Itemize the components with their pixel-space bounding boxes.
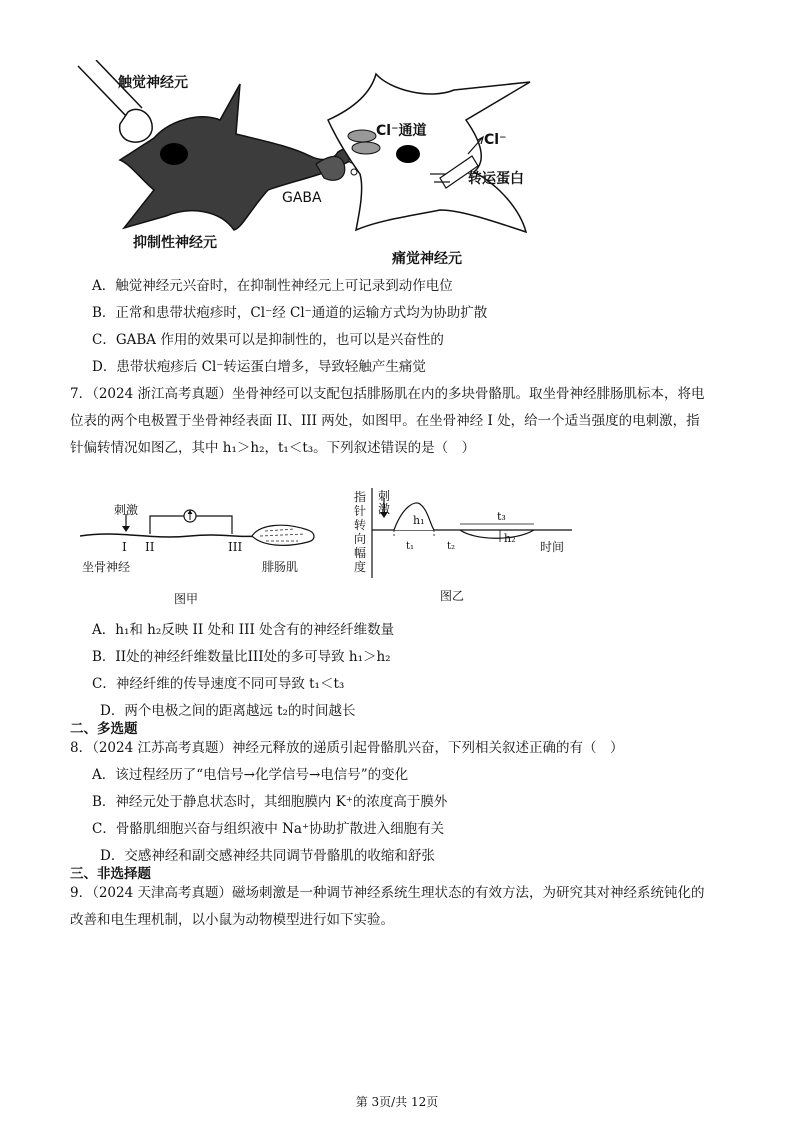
q9-stem-line-1: 9．（2024 天津高考真题）磁场刺激是一种调节神经系统生理状态的有效方法，为研究其对神经系统钝化的	[70, 885, 705, 901]
q8-stem: 8．（2024 江苏高考真题）神经元释放的递质引起骨骼肌兴奋，下列相关叙述正确的有（ ）	[70, 740, 624, 756]
transporter-label: 转运蛋白	[468, 171, 524, 187]
q7-option-a: A．h₁和 h₂反映 II 处和 III 处含有的神经纤维数量	[92, 622, 395, 638]
q7-stem-line-3: 针偏转情况如图乙，其中 h₁＞h₂，t₁＜t₃。下列叙述错误的是（ ）	[70, 440, 476, 456]
q6-option-d: D．患带状疱疹后 Cl⁻转运蛋白增多，导致轻触产生痛觉	[92, 359, 426, 375]
q8-option-d: D．交感神经和副交感神经共同调节骨骼肌的收缩和舒张	[100, 848, 435, 864]
q7-stem-line-2: 位表的两个电极置于坐骨神经表面 II、III 两处，如图甲。在坐骨神经 I 处，给一个适当强度的电刺激，指	[70, 413, 700, 429]
fig-b-h1-label: h₁	[413, 514, 425, 527]
q7-option-c: C．神经纤维的传导速度不同可导致 t₁＜t₃	[92, 676, 345, 692]
pain-neuron-label: 痛觉神经元	[392, 251, 462, 267]
fig-b-t1-label: t₁	[406, 541, 415, 552]
q6-option-a: A．触觉神经元兴奋时，在抑制性神经元上可记录到动作电位	[92, 278, 453, 294]
fig-b-xaxis-label: 时间	[540, 540, 565, 554]
gaba-label: GABA	[282, 190, 322, 206]
fig-b-h2-label: h₂	[504, 532, 516, 545]
fig-b-yaxis-label: 指针转向幅度	[354, 490, 367, 574]
fig-b-t3-label: t₃	[497, 510, 506, 523]
fig-a-muscle-label: 腓肠肌	[262, 560, 299, 574]
q8-option-a: A．该过程经历了“电信号→化学信号→电信号”的变化	[92, 767, 409, 783]
cl-ion-label: Cl⁻	[484, 132, 507, 148]
fig-a-stimulus-label: 刺激	[114, 503, 139, 517]
fig-b-caption: 图乙	[440, 589, 465, 603]
fig-b-stimulus-label: 刺激	[378, 489, 391, 516]
q7-option-b: B．II处的神经纤维数量比III处的多可导致 h₁＞h₂	[92, 649, 391, 665]
fig-a-nerve-label: 坐骨神经	[82, 560, 131, 574]
q7-option-d: D．两个电极之间的距离越远 t₂的时间越长	[100, 703, 356, 719]
q8-option-b: B．神经元处于静息状态时，其细胞膜内 K⁺的浓度高于膜外	[92, 794, 448, 810]
q8-option-c: C．骨骼肌细胞兴奋与组织液中 Na⁺协助扩散进入细胞有关	[92, 821, 445, 837]
fig-b-t2-label: t₂	[447, 541, 456, 552]
cl-channel-label: Cl⁻通道	[376, 123, 427, 139]
q6-option-b: B．正常和患带状疱疹时，Cl⁻经 Cl⁻通道的运输方式均为协助扩散	[92, 305, 488, 321]
section-2-heading: 二、多选题	[70, 721, 138, 737]
fig-a-caption: 图甲	[174, 592, 199, 606]
section-3-heading: 三、非选择题	[70, 866, 151, 882]
fig-a-site-3: III	[228, 540, 243, 554]
touch-neuron-label: 触觉神经元	[118, 75, 188, 91]
fig-a-site-1: I	[122, 540, 127, 554]
inhibitory-neuron-label: 抑制性神经元	[133, 235, 217, 251]
q6-option-c: C．GABA 作用的效果可以是抑制性的，也可以是兴奋性的	[92, 332, 444, 348]
fig-a-site-2: II	[145, 540, 155, 554]
page-footer: 第 3页/共 12页	[355, 1095, 439, 1109]
q7-stem-line-1: 7．（2024 浙江高考真题）坐骨神经可以支配包括腓肠肌在内的多块骨骼肌。取坐骨神经腓肠肌标本，将电	[70, 386, 705, 402]
q9-stem-line-2: 改善和电生理机制，以小鼠为动物模型进行如下实验。	[70, 912, 394, 928]
